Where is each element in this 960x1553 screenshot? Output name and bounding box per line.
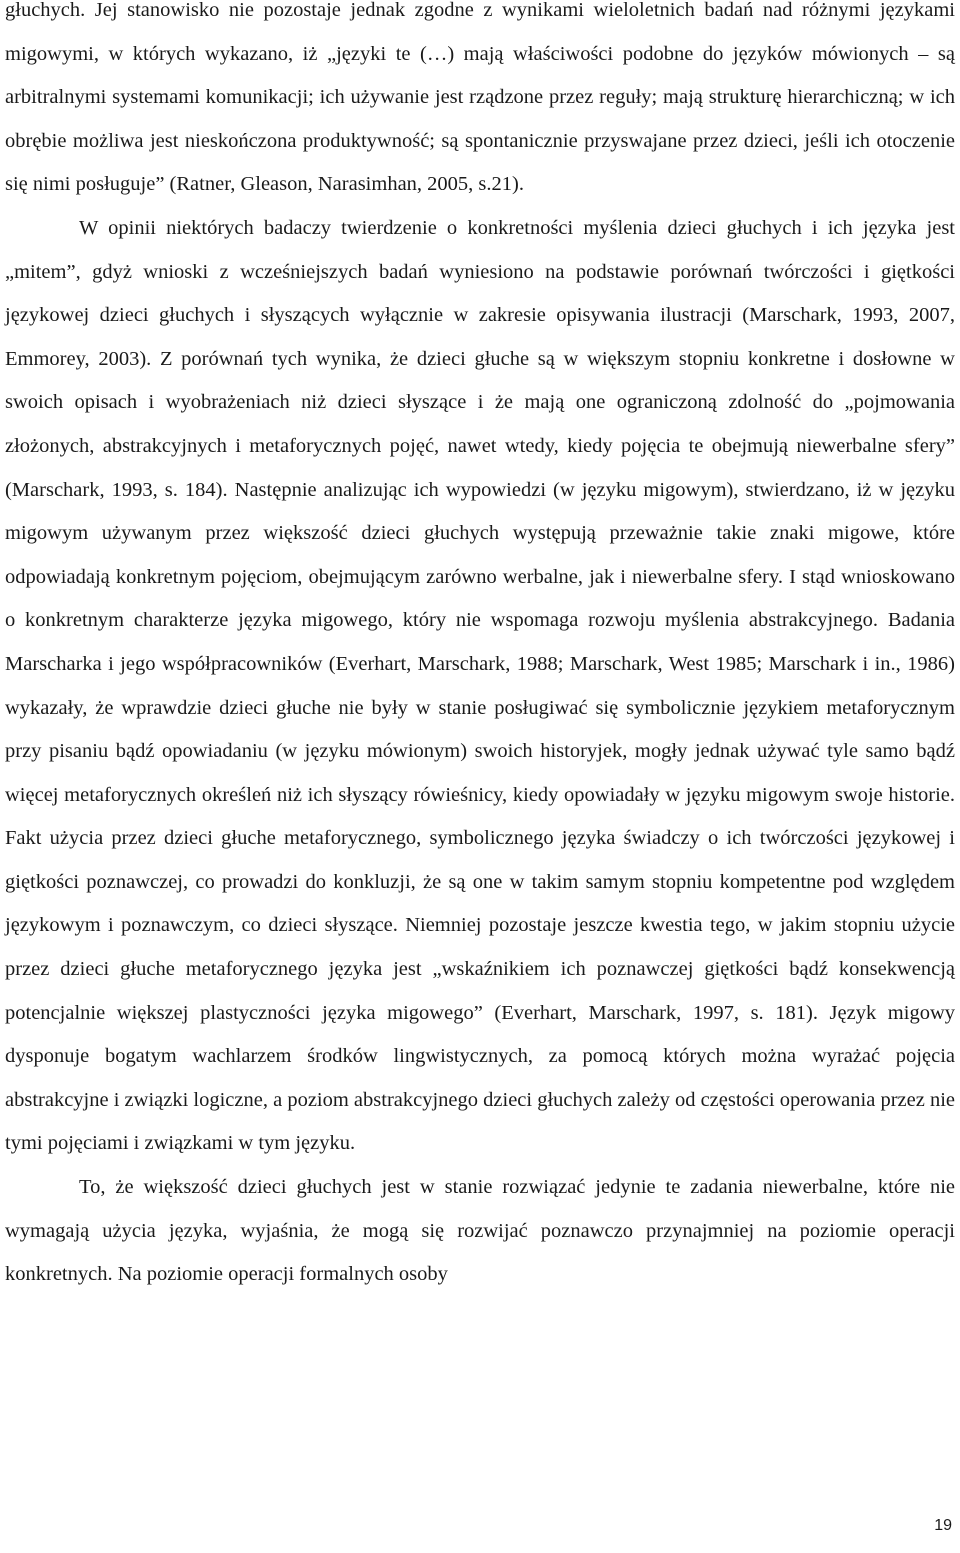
paragraph-nonverbal-tasks: To, że większość dzieci głuchych jest w stanie rozwiązać jedynie te zadania niewerbalne, które nie wymagają użycia języka, wyjaśnia, że mogą się rozwijać poznawczo przynajmniej na poziomie operacji konkretnych. Na poziomie operacji formalnych osoby bbox=[5, 1176, 955, 1286]
page-number: 19 bbox=[934, 1517, 952, 1534]
document-page bbox=[5, 0, 955, 1297]
paragraph-myth-of-concreteness: W opinii niektórych badaczy twierdzenie o konkretności myślenia dzieci głuchych i ich języka jest „mitem”, gdyż wnioski z wcześniejszych badań wyniesiono na podstawie porównań twórczości i giętkości językowej dzieci głuchych i słyszących wyłącznie w zakresie opisywania ilustracji (Marschark, 1993, 2007, Emmorey, 2003). Z porównań tych wynika, że dzieci głuche są w większym stopniu konkretne i dosłowne w swoich opisach i wyobrażeniach niż dzieci słyszące i że mają one ograniczoną zdolność do „pojmowania złożonych, abstrakcyjnych i metaforycznych pojęć, nawet wtedy, kiedy pojęcia te obejmują niewerbalne sfery” (Marschark, 1993, s. 184). Następnie analizując ich wypowiedzi (w języku migowym), stwierdzano, iż w języku migowym używanym przez większość dzieci głuchych występują przeważnie takie znaki migowe, które odpowiadają konkretnym pojęciom, obejmującym zarówno werbalne, jak i niewerbalne sfery. I stąd wnioskowano o konkretnym charakterze języka migowego, który nie wspomaga rozwoju myślenia abstrakcyjnego. Badania Marscharka i jego współpracowników (Everhart, Marschark, 1988; Marschark, West 1985; Marschark i in., 1986) wykazały, że wprawdzie dzieci głuche nie były w stanie posługiwać się symbolicznie językiem metaforycznym przy pisaniu bądź opowiadaniu (w języku mówionym) swoich historyjek, mogły jednak używać tyle samo bądź więcej metaforycznych określeń niż ich słyszący rówieśnicy, kiedy opowiadały w języku migowym swoje historie. Fakt użycia przez dzieci głuche metaforycznego, symbolicznego języka świadczy o ich twórczości językowej i giętkości poznawczej, co prowadzi do konkluzji, że są one w takim samym stopniu kompetentne pod względem językowym i poznawczym, co dzieci słyszące. Niemniej pozostaje jeszcze kwestia tego, w jakim stopniu użycie przez dzieci głuche metaforycznego języka jest „wskaźnikiem ich poznawczej giętkości bądź konsekwencją potencjalnie większej plastyczności języka migowego” (Everhart, Marschark, 1997, s. 181). Język migowy dysponuje bogatym wachlarzem środków lingwistycznych, za pomocą których można wyrażać pojęcia abstrakcyjne i związki logiczne, a poziom abstrakcyjnego dzieci głuchych zależy od częstości operowania przez nie tymi pojęciami i związkami w tym języku. bbox=[5, 216, 955, 1155]
paragraph-continuation: głuchych. Jej stanowisko nie pozostaje jednak zgodne z wynikami wieloletnich badań nad różnymi językami migowymi, w których wykazano, iż „języki te (…) mają właściwości podobne do języków mówionych – są arbitralnymi systemami komunikacji; ich używanie jest rządzone przez reguły; mają strukturę hierarchiczną; w ich obrębie możliwa jest nieskończona produktywność; są spontanicznie przyswajane przez dzieci, jeśli ich otoczenie się nimi posługuje” (Ratner, Gleason, Narasimhan, 2005, s.21). bbox=[5, 0, 955, 196]
